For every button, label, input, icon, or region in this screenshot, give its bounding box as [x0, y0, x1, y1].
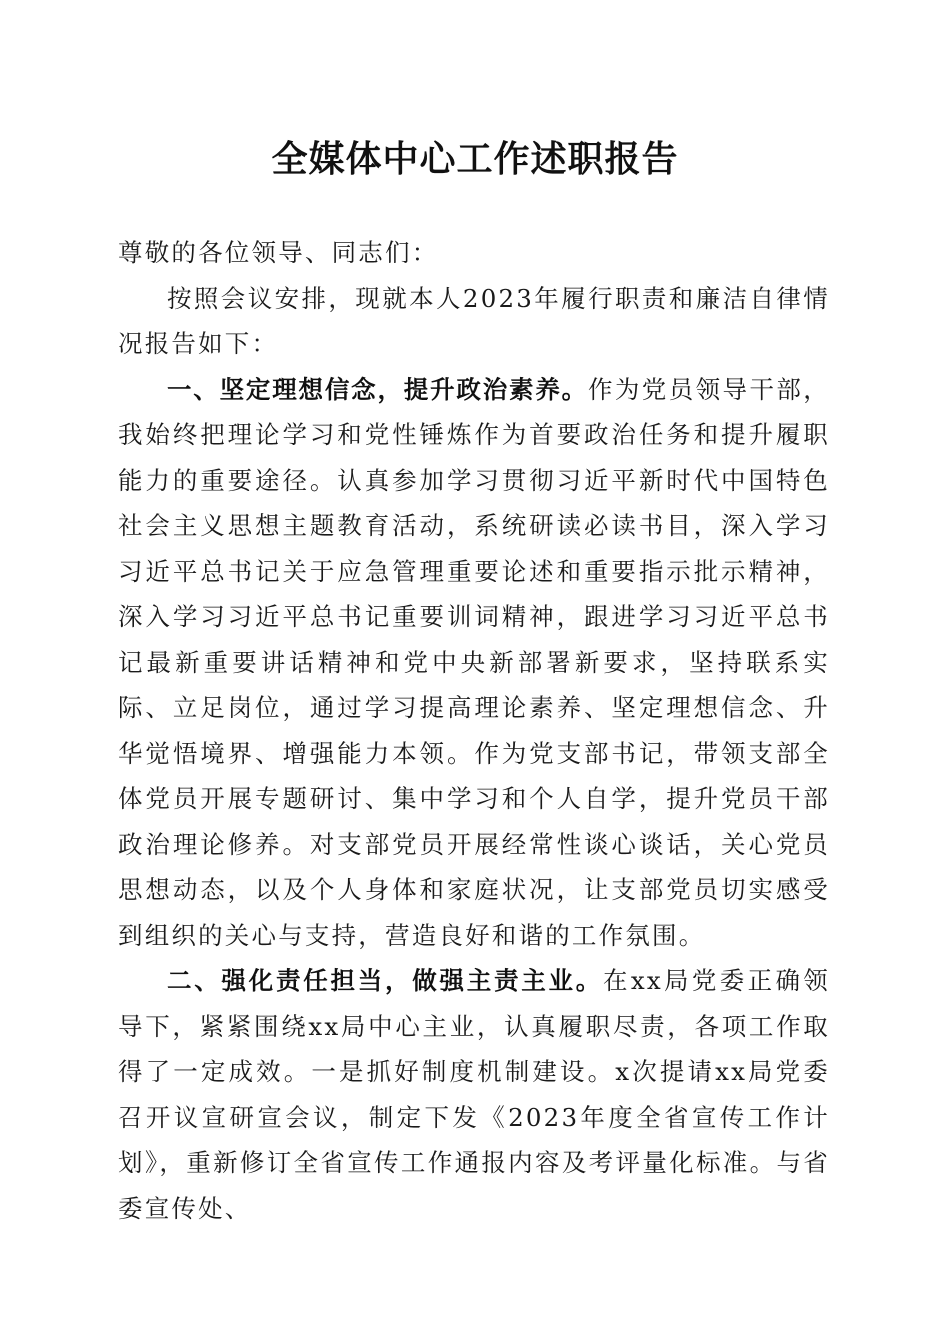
section-1-text: 作为党员领导干部，我始终把理论学习和党性锤炼作为首要政治任务和提升履职能力的重要途径。认真参加学习贯彻习近平新时代中国特色社会主义思想主题教育活动，系统研读必读书目，深入学习习近平总书记关于应急管理重要论述和重要指示批示精神，深入学习习近平总书记重要训词精神，跟进学习习近平总书记最新重要讲话精神和党中央新部署新要求，坚持联系实际、立足岗位，通过学习提高理论素养、坚定理想信念、升华觉悟境界、增强能力本领。作为党支部书记，带领支部全体党员开展专题研讨、集中学习和个人自学，提升党员干部政治理论修养。对支部党员开展经常性谈心谈话，关心党员思想动态，以及个人身体和家庭状况，让支部党员切实感受到组织的关心与支持，营造良好和谐的工作氛围。: [118, 374, 830, 950]
section-2-text: 在xx局党委正确领导下，紧紧围绕xx局中心主业，认真履职尽责，各项工作取得了一定成效。一是抓好制度机制建设。x次提请xx局党委召开议宣研宣会议，制定下发《2023年度全省宣传工作计划》，重新修订全省宣传工作通报内容及考评量化标准。与省委宣传处、: [118, 966, 831, 1223]
intro-paragraph: 按照会议安排，现就本人2023年履行职责和廉洁自律情况报告如下：: [118, 283, 830, 358]
section-1-heading: 一、坚定理想信念，提升政治素养。: [167, 374, 588, 404]
section-2-heading: 二、强化责任担当，做强主责主业。: [167, 966, 604, 995]
salutation: 尊敬的各位领导、同志们：: [118, 238, 439, 267]
document-title: 全媒体中心工作述职报告: [271, 139, 679, 180]
section-2-paragraph: [118, 958, 830, 1231]
section-1-paragraph: [118, 367, 830, 959]
document-body: [118, 230, 830, 1231]
